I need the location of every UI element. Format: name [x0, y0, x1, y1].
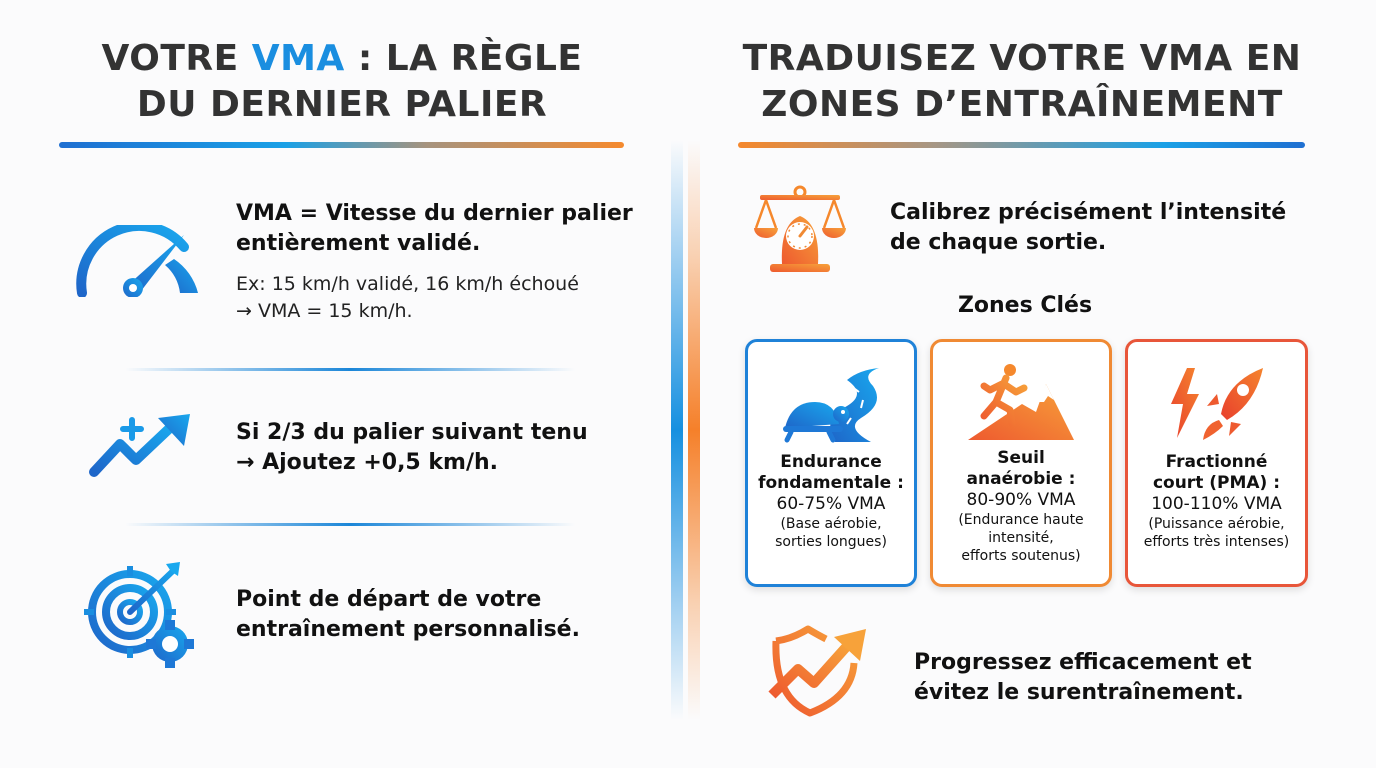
starting-point: Point de départ de votre entraînement personnalisé. [236, 587, 580, 642]
vma-definition: VMA = Vitesse du dernier palier entièrement validé. Ex: 15 km/h validé, 16 km/h échoué → VMA = 15 km/h. [236, 201, 633, 322]
lightning-rocket-icon [1128, 356, 1305, 452]
scale-gauge-icon [752, 184, 848, 278]
zone-card-threshold: Seuil anaérobie : 80-90% VMA (Endurance haute intensité, efforts soutenus) [930, 339, 1112, 587]
left-panel [0, 0, 680, 768]
vertical-divider-orange [688, 140, 700, 720]
right-panel [700, 0, 1376, 768]
separator-2 [125, 523, 575, 526]
calibrate-text: Calibrez précisément l’intensité de chaque sortie. [890, 200, 1287, 255]
target-gear-icon [84, 560, 196, 672]
right-title-underline [738, 142, 1305, 148]
turtle-road-icon [748, 356, 914, 452]
shield-trend-icon [768, 625, 868, 721]
right-title: TRADUISEZ VOTRE VMA EN ZONES D’ENTRAÎNEMENT [742, 38, 1302, 125]
left-title-underline [59, 142, 624, 148]
progress-text: Progressez efficacement et évitez le surentraînement. [914, 650, 1252, 705]
runner-mountain-icon [933, 356, 1109, 452]
left-title: VOTRE VMA : LA RÈGLE DU DERNIER PALIER [101, 38, 583, 125]
speedometer-icon [76, 225, 204, 301]
title-accent-vma: VMA [251, 38, 345, 79]
trend-up-plus-icon [88, 412, 192, 482]
zone-card-pma: Fractionné court (PMA) : 100-110% VMA (Puissance aérobie, efforts très intenses) [1125, 339, 1308, 587]
vertical-divider-blue [671, 140, 683, 720]
plus-half-rule: Si 2/3 du palier suivant tenu → Ajoutez +0,5 km/h. [236, 420, 588, 475]
zones-title: Zones Clés [957, 293, 1093, 318]
zone-card-endurance: Endurance fondamentale : 60-75% VMA (Base aérobie, sorties longues) [745, 339, 917, 587]
separator-1 [125, 368, 575, 371]
